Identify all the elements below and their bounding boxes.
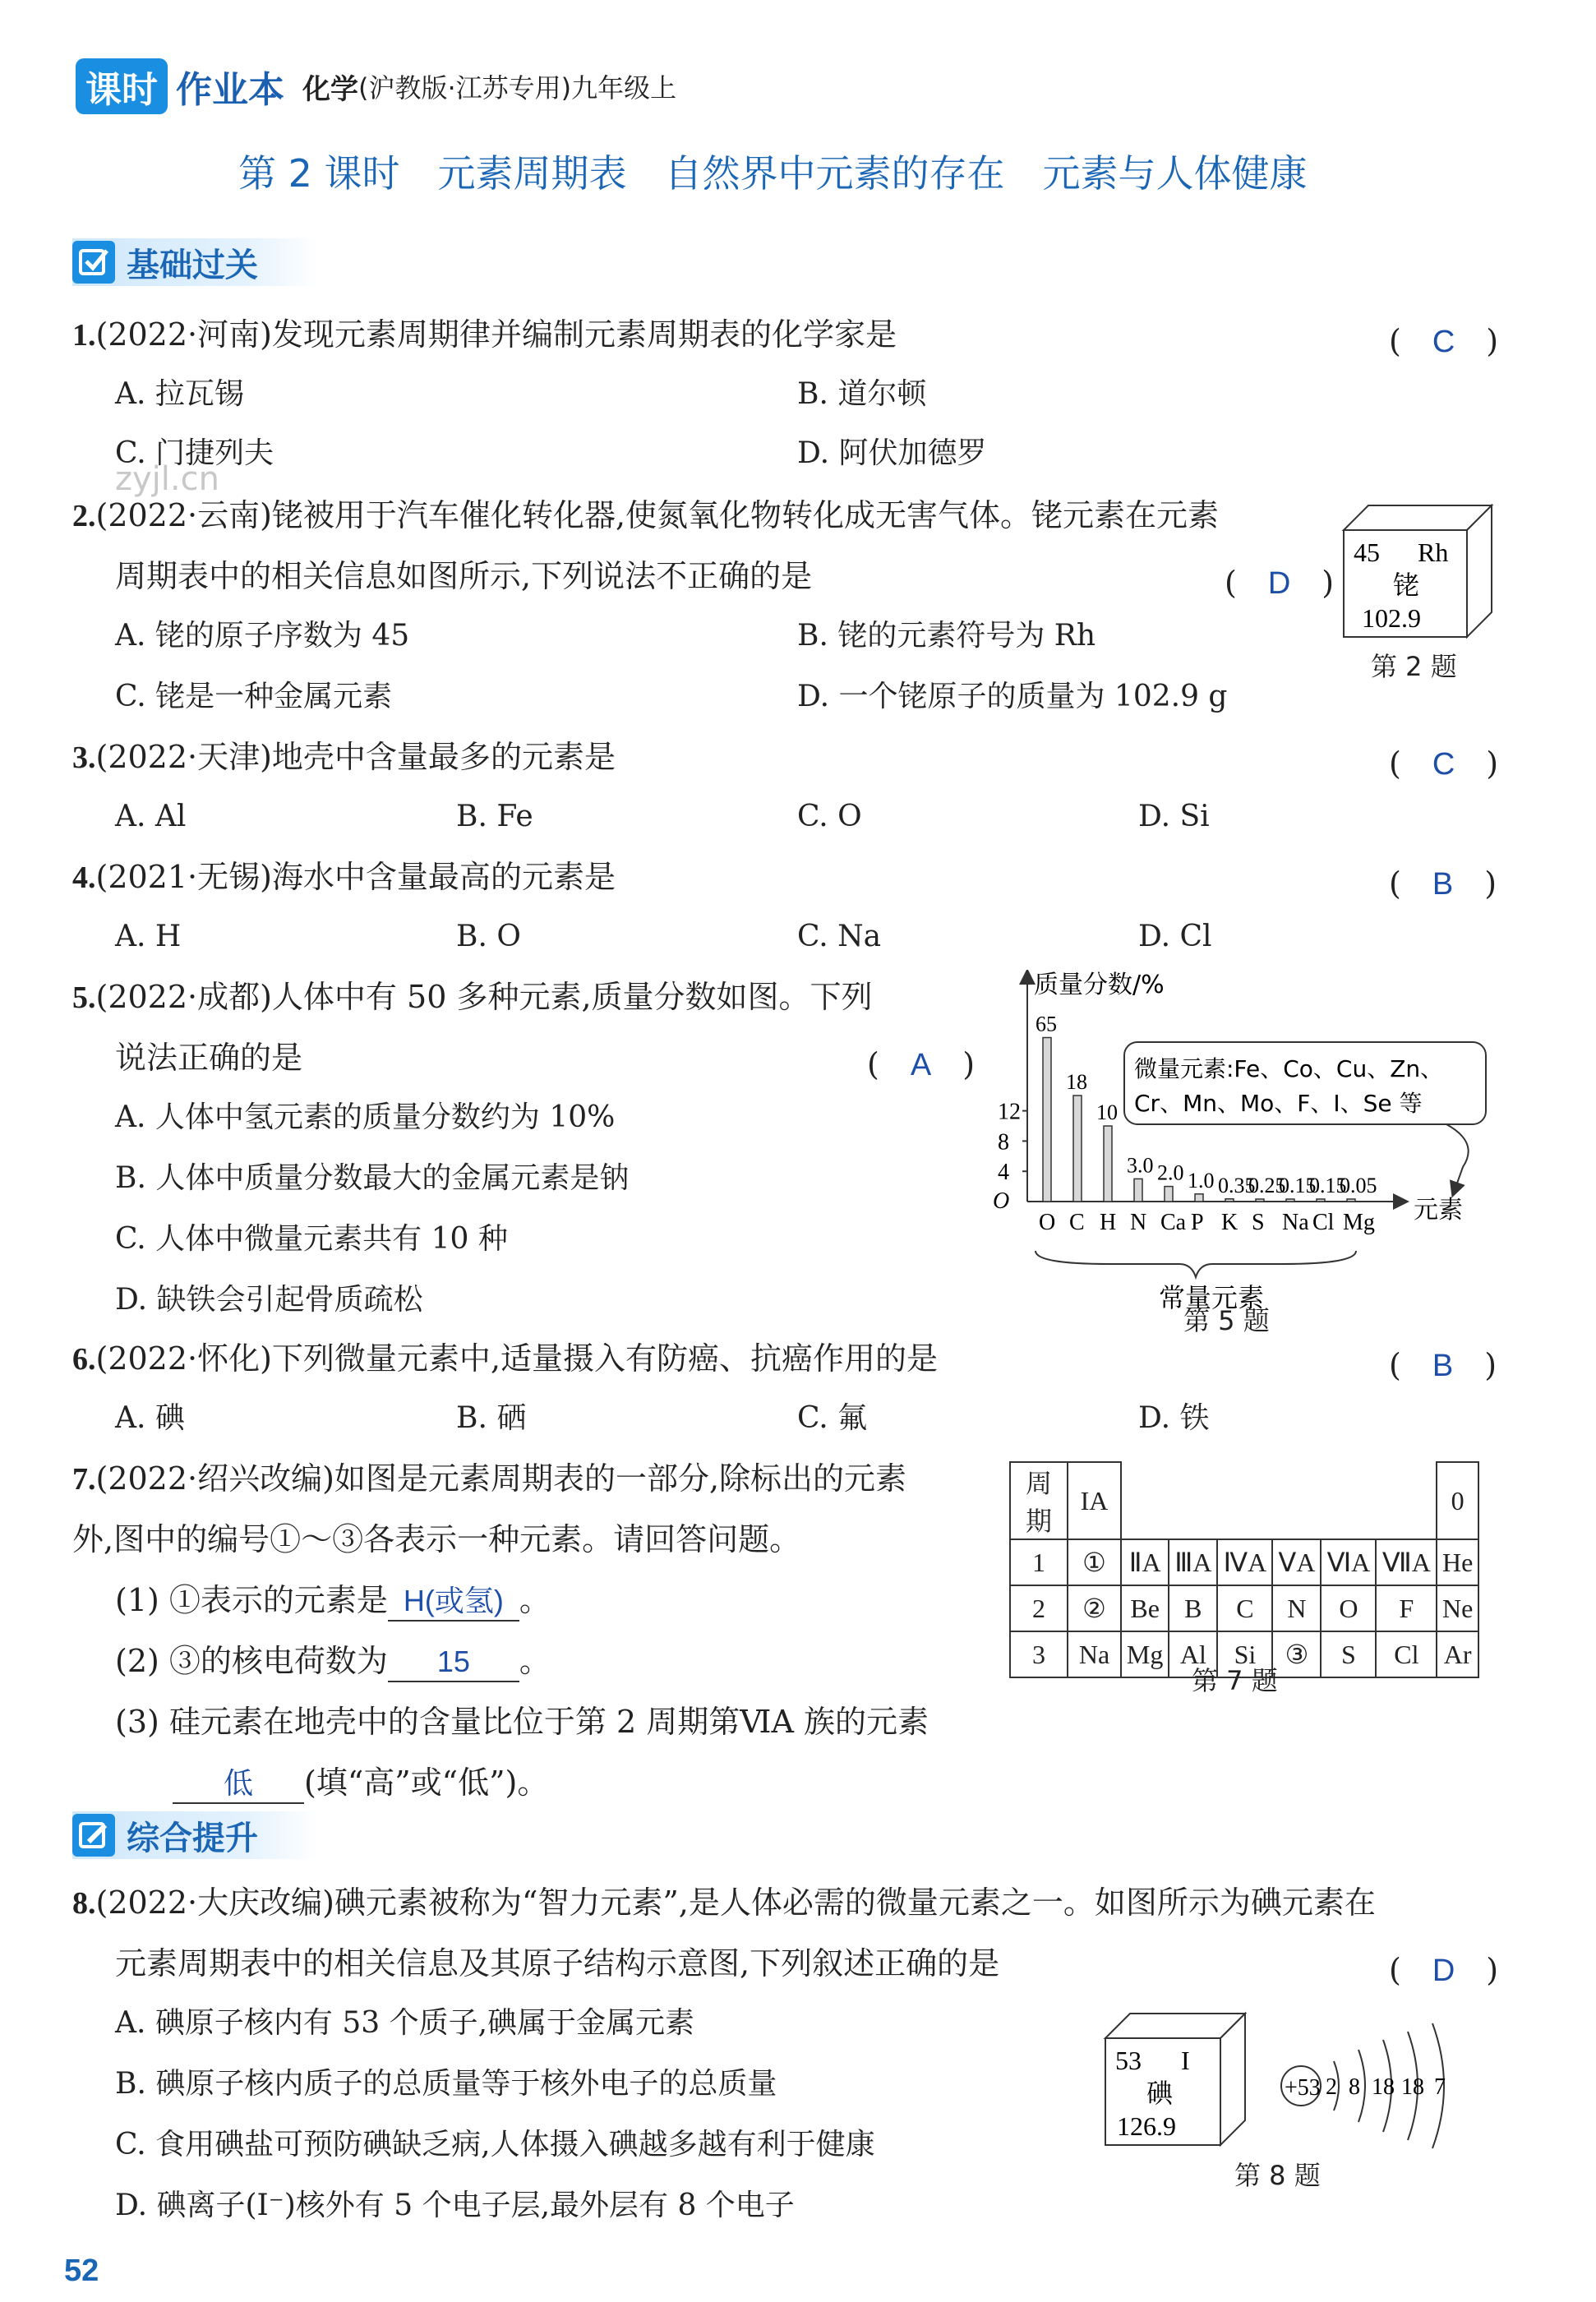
- q8-atom-diagram: [1270, 2014, 1475, 2153]
- bar-Na: [1286, 1199, 1294, 1202]
- bar-Mg: [1347, 1199, 1355, 1202]
- q6-stem: 6.(2022·怀化)下列微量元素中,适量摄入有防癌、抗癌作用的是: [72, 1340, 939, 1377]
- q8-card-number: 53: [1115, 2046, 1142, 2075]
- q5-option-a: A. 人体中氢元素的质量分数约为 10%: [115, 1100, 616, 1134]
- q2-caption: 第 2 题: [1371, 651, 1457, 682]
- q8-stem-2: 元素周期表中的相关信息及其原子结构示意图,下列叙述正确的是: [115, 1945, 1000, 1981]
- q4-option-d: D. Cl: [1138, 920, 1212, 953]
- q1-option-a: A. 拉瓦锡: [115, 377, 244, 411]
- q3-option-c: C. O: [797, 800, 862, 833]
- q8-card-symbol: I: [1181, 2046, 1190, 2075]
- q5-option-c: C. 人体中微量元素共有 10 种: [115, 1222, 508, 1256]
- q6-answer: ( B ): [1389, 1347, 1497, 1383]
- q8-stem: 8.(2022·大庆改编)碘元素被称为“智力元素”,是人体必需的微量元素之一。如图所示为碘元素在: [72, 1885, 1376, 1921]
- q5-stem: 5.(2022·成都)人体中有 50 多种元素,质量分数如图。下列: [72, 979, 873, 1015]
- bar-value-Na: 0.15: [1279, 1174, 1317, 1197]
- q8-card-name: 碘: [1146, 2078, 1174, 2109]
- pt-cell-3: ③: [1272, 1631, 1321, 1677]
- q3-option-b: B. Fe: [456, 800, 533, 833]
- q2-stem: 2.(2022·云南)铑被用于汽车催化转化器,使氮氧化物转化成无害气体。铑元素在元素: [72, 497, 1220, 533]
- q7-part2-answer: 15: [388, 1643, 519, 1682]
- chart-ylabel: 质量分数/%: [1034, 971, 1165, 999]
- chart-note-line1: 微量元素:Fe、Co、Cu、Zn、: [1134, 1055, 1444, 1082]
- bar-S: [1256, 1199, 1264, 1202]
- bar-value-C: 18: [1066, 1070, 1087, 1094]
- bar-value-H: 10: [1096, 1100, 1118, 1124]
- q8-shell-4: 18: [1401, 2074, 1424, 2100]
- q5-stem-2: 说法正确的是: [115, 1040, 303, 1076]
- y-tick-label: 8: [998, 1129, 1009, 1156]
- watermark: zyjl.cn: [115, 460, 219, 498]
- category-label-Ca: Ca: [1160, 1210, 1187, 1235]
- header-edition: (沪教版·江苏专用)九年级上: [358, 72, 677, 104]
- q2-option-d: D. 一个铑原子的质量为 102.9 g: [797, 680, 1228, 713]
- chart-brace-label: 常量元素: [1159, 1282, 1265, 1313]
- q1-option-b: B. 道尔顿: [797, 377, 927, 411]
- bar-value-N: 3.0: [1127, 1153, 1154, 1178]
- q8-shell-1: 2: [1326, 2074, 1337, 2100]
- q7-part3-line2: 低 (填“高”或“低”)。: [173, 1764, 548, 1804]
- q8-nucleus: +53: [1285, 2075, 1321, 2101]
- section-basic: [72, 238, 319, 286]
- q2-option-b: B. 铑的元素符号为 Rh: [797, 619, 1096, 653]
- checkbox-icon: [72, 241, 115, 284]
- q2-card-number: 45: [1354, 537, 1380, 567]
- bar-K: [1225, 1199, 1234, 1202]
- q7-periodic-table: 周期 IA 0 1 ① ⅡA ⅢA ⅣA ⅤA ⅥA ⅦA He 2 ② Be B C N O F Ne 3 Na Mg Al Si ③ S Cl Ar: [1009, 1461, 1479, 1678]
- pt-header-0: 0: [1437, 1462, 1478, 1539]
- category-label-N: N: [1130, 1210, 1147, 1235]
- q8-caption: 第 8 题: [1234, 2160, 1321, 2191]
- q2-stem-2: 周期表中的相关信息如图所示,下列说法不正确的是: [115, 558, 813, 594]
- q8-element-card: [1097, 2005, 1262, 2153]
- bar-value-O: 65: [1036, 1012, 1057, 1036]
- q8-answer: ( D ): [1389, 1952, 1499, 1988]
- q5-answer: ( A ): [867, 1046, 976, 1082]
- q7-caption: 第 7 题: [1192, 1665, 1278, 1696]
- q8-option-d: D. 碘离子(I⁻)核外有 5 个电子层,最外层有 8 个电子: [115, 2189, 795, 2222]
- page-number: 52: [64, 2254, 99, 2288]
- section-advanced-label: 综合提升: [127, 1819, 258, 1857]
- q7-stem-2: 外,图中的编号①～③各表示一种元素。请回答问题。: [72, 1521, 801, 1557]
- bar-P: [1195, 1194, 1203, 1202]
- q5-option-d: D. 缺铁会引起骨质疏松: [115, 1283, 423, 1317]
- q8-shell-5: 7: [1434, 2074, 1446, 2100]
- bar-O: [1043, 1038, 1051, 1202]
- section-advanced: [72, 1811, 319, 1859]
- q4-answer: ( B ): [1389, 865, 1497, 902]
- q6-option-d: D. 铁: [1138, 1401, 1210, 1435]
- q6-option-a: A. 碘: [115, 1401, 185, 1435]
- q2-card-name: 铑: [1393, 570, 1420, 601]
- q7-part1-answer: H(或氢): [388, 1582, 519, 1622]
- category-label-Mg: Mg: [1343, 1210, 1375, 1235]
- y-tick-label: 12: [998, 1099, 1021, 1125]
- q4-option-c: C. Na: [797, 920, 882, 953]
- q6-option-b: B. 硒: [456, 1401, 527, 1435]
- q2-card-mass: 102.9: [1362, 603, 1421, 633]
- category-label-S: S: [1252, 1210, 1265, 1235]
- header: [76, 59, 676, 113]
- bar-Ca: [1165, 1187, 1173, 1202]
- q2-answer: ( D ): [1225, 565, 1335, 601]
- category-label-C: C: [1069, 1210, 1085, 1235]
- section-basic-label: 基础过关: [127, 246, 258, 284]
- q2-element-card: [1335, 497, 1500, 645]
- chart-note-line2: Cr、Mn、Mo、F、I、Se 等: [1134, 1090, 1423, 1117]
- q8-option-b: B. 碘原子核内质子的总质量等于核外电子的总质量: [115, 2067, 777, 2101]
- category-label-K: K: [1221, 1210, 1239, 1235]
- q8-option-a: A. 碘原子核内有 53 个质子,碘属于金属元素: [115, 2006, 695, 2040]
- header-logo: 课时: [76, 58, 168, 114]
- lesson-title: 第 2 课时 元素周期表 自然界中元素的存在 元素与人体健康: [238, 151, 1308, 196]
- bar-value-Ca: 2.0: [1157, 1160, 1184, 1185]
- category-label-O: O: [1039, 1210, 1056, 1235]
- pencil-icon: [72, 1814, 115, 1857]
- q4-option-b: B. O: [456, 920, 521, 953]
- bar-value-S: 0.25: [1248, 1174, 1286, 1197]
- q4-option-a: A. H: [115, 920, 182, 953]
- q7-stem: 7.(2022·绍兴改编)如图是元素周期表的一部分,除标出的元素: [72, 1460, 907, 1497]
- bar-H: [1104, 1126, 1112, 1202]
- q7-part3-answer: 低: [173, 1765, 304, 1804]
- category-label-P: P: [1191, 1210, 1204, 1235]
- pt-cell-2: ②: [1068, 1585, 1121, 1631]
- q2-option-a: A. 铑的原子序数为 45: [115, 619, 410, 653]
- bar-Cl: [1317, 1199, 1325, 1202]
- y-tick-label: 4: [998, 1160, 1009, 1186]
- header-subject: 化学: [302, 72, 358, 106]
- q6-option-c: C. 氟: [797, 1401, 868, 1435]
- category-label-Na: Na: [1282, 1210, 1309, 1235]
- chart-xlabel: 元素: [1414, 1196, 1463, 1225]
- q3-option-d: D. Si: [1138, 800, 1210, 833]
- q4-stem: 4.(2021·无锡)海水中含量最高的元素是: [72, 859, 616, 895]
- q3-answer: ( C ): [1389, 745, 1499, 782]
- q2-card-symbol: Rh: [1418, 537, 1449, 567]
- pt-cell-1: ①: [1068, 1539, 1121, 1585]
- q8-option-c: C. 食用碘盐可预防碘缺乏病,人体摄入碘越多越有利于健康: [115, 2128, 875, 2161]
- q1-answer: ( C ): [1389, 323, 1499, 359]
- bar-C: [1073, 1096, 1082, 1202]
- q1-stem: 1.(2022·河南)发现元素周期律并编制元素周期表的化学家是: [72, 316, 897, 353]
- q3-option-a: A. Al: [115, 800, 187, 833]
- q5-option-b: B. 人体中质量分数最大的金属元素是钠: [115, 1161, 630, 1195]
- q7-part2: (2) ③的核电荷数为 15 。: [115, 1642, 551, 1682]
- q1-option-d: D. 阿伏加德罗: [797, 436, 987, 470]
- bar-N: [1134, 1179, 1142, 1202]
- q5-caption: 第 5 题: [1183, 1305, 1270, 1336]
- bar-value-Cl: 0.15: [1309, 1174, 1347, 1197]
- q1-option-c: C. 门捷列夫: [115, 436, 274, 470]
- pt-header-period: 周期: [1010, 1462, 1068, 1539]
- q5-chart: [986, 970, 1496, 1315]
- bar-value-K: 0.35: [1218, 1173, 1256, 1197]
- category-label-Cl: Cl: [1312, 1210, 1335, 1235]
- pt-header-ia: IA: [1068, 1462, 1121, 1539]
- q7-part3: (3) 硅元素在地壳中的含量比位于第 2 周期第ⅥA 族的元素: [115, 1704, 929, 1740]
- bar-value-P: 1.0: [1188, 1168, 1215, 1193]
- bar-value-Mg: 0.05: [1340, 1174, 1377, 1197]
- category-label-H: H: [1100, 1210, 1117, 1235]
- q8-shell-2: 8: [1349, 2074, 1360, 2100]
- q3-stem: 3.(2022·天津)地壳中含量最多的元素是: [72, 739, 616, 775]
- q8-shell-3: 18: [1372, 2074, 1395, 2100]
- header-book: 作业本: [176, 69, 284, 111]
- q8-card-mass: 126.9: [1117, 2111, 1176, 2141]
- q2-option-c: C. 铑是一种金属元素: [115, 680, 393, 713]
- q7-part1: (1) ①表示的元素是 H(或氢) 。: [115, 1581, 551, 1622]
- chart-origin: O: [993, 1188, 1010, 1214]
